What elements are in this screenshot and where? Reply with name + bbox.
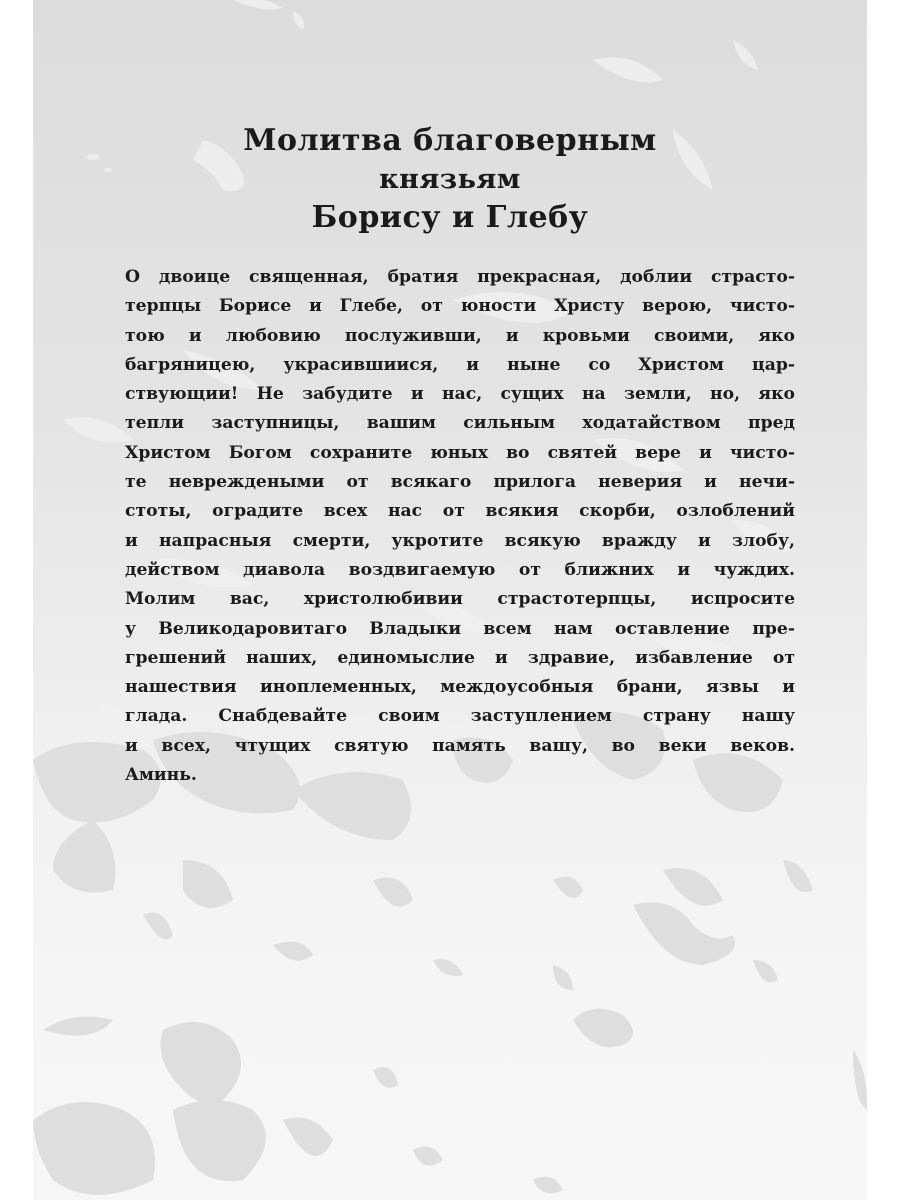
prayer-line: Молим вас, христолюбивии страстотерпцы, испросите <box>125 589 795 610</box>
prayer-line: Христом Богом сохраните юных во святей вере и чисто- <box>125 442 795 463</box>
title-line-1: Молитва благоверным <box>243 123 657 158</box>
document-page <box>33 0 867 1200</box>
prayer-line-amen: Аминь. <box>125 765 197 786</box>
prayer-line: ствующии! Не забудите и нас, сущих на земли, но, яко <box>125 384 795 405</box>
prayer-line: тепли заступницы, вашим сильным ходатайством пред <box>125 413 795 434</box>
prayer-line: нашествия иноплеменных, междоусобныя брани, язвы и <box>125 677 795 698</box>
prayer-line: стоты, оградите всех нас от всякия скорби, озлоблений <box>125 501 795 522</box>
prayer-text <box>125 263 795 790</box>
prayer-line: грешений наших, единомыслие и здравие, избавление от <box>125 647 795 668</box>
prayer-line: и всех, чтущих святую память вашу, во веки веков. <box>125 735 795 756</box>
prayer-line: терпцы Борисе и Глебе, от юности Христу верою, чисто- <box>125 296 795 317</box>
prayer-line: у Великодаровитаго Владыки всем нам оставление пре- <box>125 618 795 639</box>
prayer-line: глада. Снабдевайте своим заступлением страну нашу <box>125 706 795 727</box>
prayer-line: багряницею, украсившиися, и ныне со Христом цар- <box>125 354 795 375</box>
prayer-title <box>33 122 867 238</box>
prayer-line: и напрасныя смерти, укротите всякую вражду и злобу, <box>125 530 795 551</box>
prayer-line: О двоице священная, братия прекрасная, доблии страсто- <box>125 267 795 287</box>
title-line-2: князьям <box>379 163 521 195</box>
prayer-line: те невреждеными от всякаго прилога неверия и нечи- <box>125 472 795 493</box>
prayer-line: действом диавола воздвигаемую от ближних и чуждих. <box>125 559 795 580</box>
title-line-3: Борису и Глебу <box>311 200 589 235</box>
prayer-line: тою и любовию послуживши, и кровьми своими, яко <box>125 325 795 346</box>
